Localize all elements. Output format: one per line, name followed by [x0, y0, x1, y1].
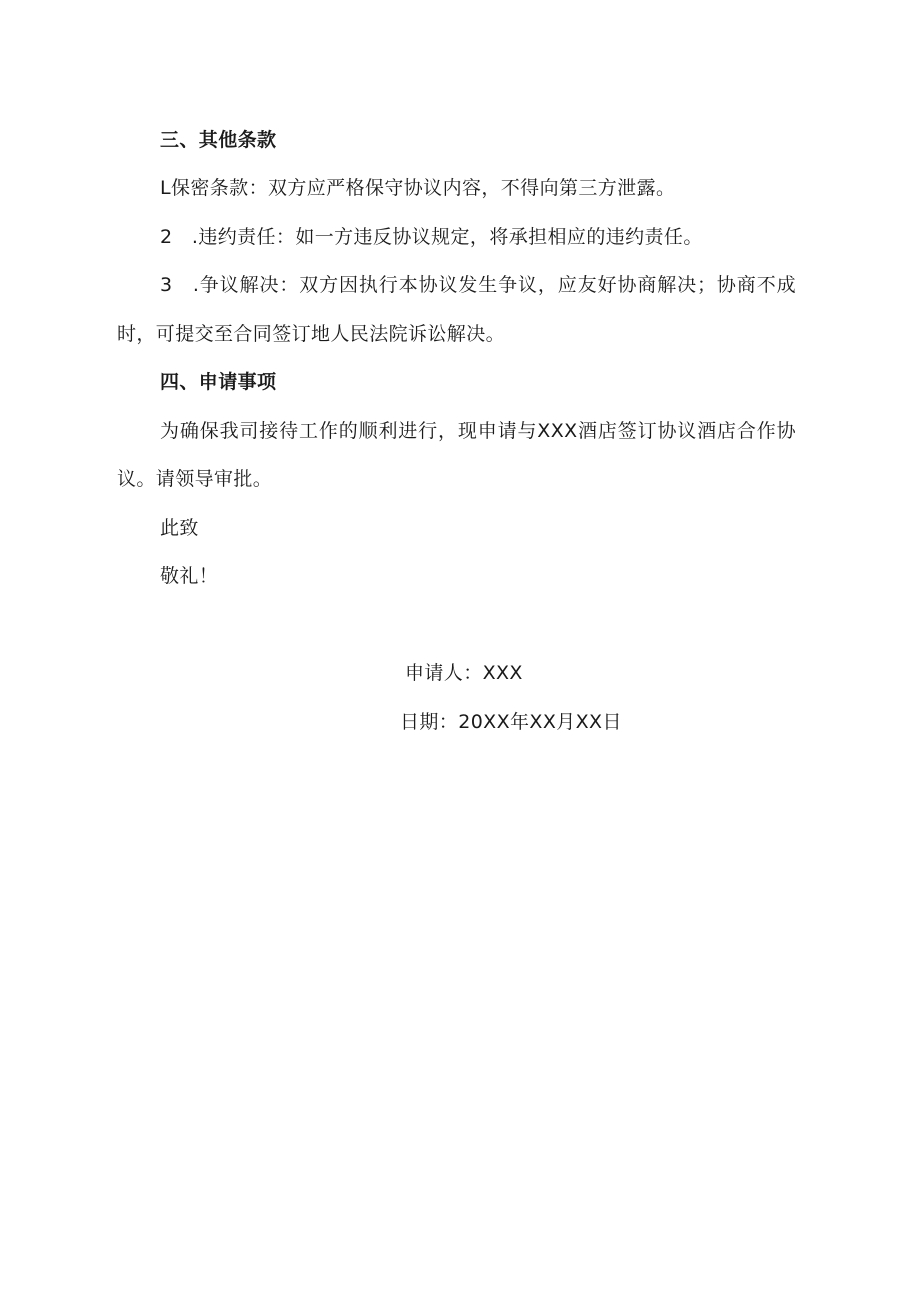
request-body-line2: 议。请领导审批。	[117, 468, 273, 490]
clause-dispute-line2: 时，可提交至合同签订地人民法院诉讼解决。	[117, 323, 506, 345]
closing-salutation: 此致	[160, 517, 199, 539]
section-4-heading: 四、申请事项	[160, 371, 277, 393]
clause-liability: 2 .违约责任：如一方违反协议规定，将承担相应的违约责任。	[160, 226, 703, 248]
applicant-signature: 申请人：XXX	[405, 662, 523, 684]
clause-confidentiality: L保密条款：双方应严格保守协议内容，不得向第三方泄露。	[160, 177, 676, 199]
closing-regards: 敬礼！	[160, 565, 219, 587]
signature-date: 日期：20XX年XX月XX日	[400, 711, 622, 733]
request-body-line1: 为确保我司接待工作的顺利进行，现申请与XXX酒店签订协议酒店合作协	[160, 420, 796, 442]
clause-dispute-line1: 3 .争议解决：双方因执行本协议发生争议，应友好协商解决；协商不成	[160, 274, 796, 296]
section-3-heading: 三、其他条款	[160, 129, 277, 151]
